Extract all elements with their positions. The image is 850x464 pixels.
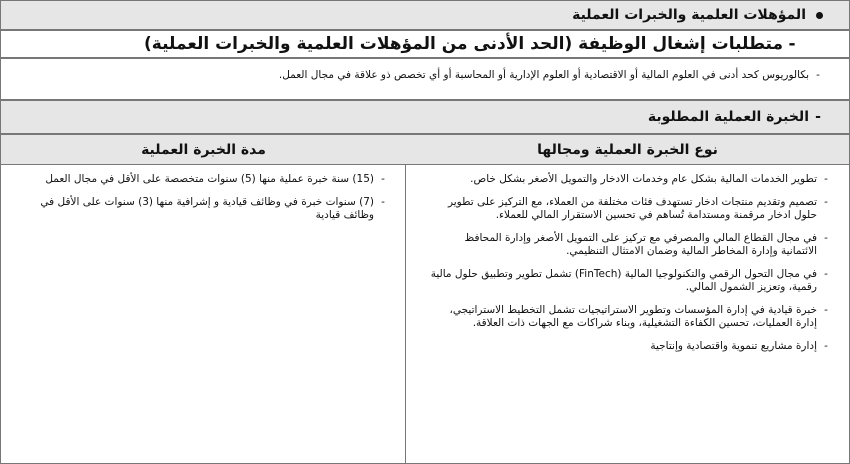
section-heading (0, 0, 850, 30)
dash-icon: - (824, 340, 828, 352)
experience-type-column (405, 165, 849, 463)
dash-icon: - (816, 69, 820, 81)
bullet-icon (816, 12, 823, 19)
experience-duration-column (1, 165, 406, 463)
experience-type-text: في مجال التحول الرقمي والتكنولوجيا المالية (FinTech) تشمل تطوير وتطبيق حلول مالية رقمية، وتعزيز الشمول المالي. (430, 268, 817, 293)
experience-type-text: إدارة مشاريع تنموية واقتصادية وإنتاجية (650, 340, 817, 352)
dash-icon: - (824, 304, 828, 316)
section-title: المؤهلات العلمية والخبرات العملية (572, 7, 806, 23)
experience-type-text: تطوير الخدمات المالية بشكل عام وخدمات الادخار والتمويل الأصغر بشكل خاص. (470, 173, 817, 185)
experience-table (0, 134, 850, 464)
experience-type-item (430, 340, 835, 353)
requirements-heading-row (0, 30, 850, 58)
requirements-body (0, 58, 850, 100)
experience-type-item (430, 232, 835, 258)
dash-icon: - (824, 173, 828, 185)
dash-icon: - (824, 232, 828, 244)
experience-duration-header: مدة الخبرة العملية (1, 135, 406, 165)
experience-type-item (430, 173, 835, 186)
experience-duration-item (31, 196, 392, 222)
experience-type-text: خبرة قيادية في إدارة المؤسسات وتطوير الاستراتيجيات تشمل التخطيط الاستراتيجي، إدارة العمليات، تحسين الكفاءة التشغيلية، وبناء شراكات مع الجهات ذات العلاقة. (449, 304, 817, 329)
dash-icon: - (788, 34, 796, 54)
experience-type-text: تصميم وتقديم منتجات ادخار تستهدف فئات مختلفة من العملاء، مع التركيز على تطوير حلول ادخار مرقمنة ومستدامة تُساهم في تحسين الاستقرار المالي للعملاء. (447, 196, 817, 221)
requirements-heading: متطلبات إشغال الوظيفة (الحد الأدنى من المؤهلات العلمية والخبرات العملية) (144, 34, 783, 54)
dash-icon: - (824, 268, 828, 280)
experience-type-item (430, 268, 835, 294)
experience-duration-item (31, 173, 392, 186)
dash-icon: - (381, 196, 385, 208)
dash-icon: - (824, 196, 828, 208)
experience-type-text: في مجال القطاع المالي والمصرفي مع تركيز على التمويل الأصغر وإدارة المحافظ الائتمانية وإدارة المخاطر المالية وضمان الامتثال التنظيمي. (464, 232, 817, 257)
experience-type-item (430, 304, 835, 330)
experience-duration-text: (15) سنة خبرة عملية منها (5) سنوات متخصصة على الأقل في مجال العمل (45, 173, 374, 185)
experience-duration-text: (7) سنوات خبرة في وظائف قيادية و إشرافية منها (3) سنوات على الأقل في وظائف قيادية (40, 196, 374, 221)
experience-type-header: نوع الخبرة العملية ومجالها (405, 135, 849, 165)
dash-icon: - (815, 109, 821, 125)
experience-type-item (430, 196, 835, 222)
requirement-item: بكالوريوس كحد أدنى في العلوم المالية أو الاقتصادية أو العلوم الإدارية أو المحاسبة أو أي تخصص ذو علاقة في مجال العمل. (278, 69, 809, 81)
dash-icon: - (381, 173, 385, 185)
experience-heading-row (0, 100, 850, 134)
experience-heading: الخبرة العملية المطلوبة (647, 109, 809, 125)
